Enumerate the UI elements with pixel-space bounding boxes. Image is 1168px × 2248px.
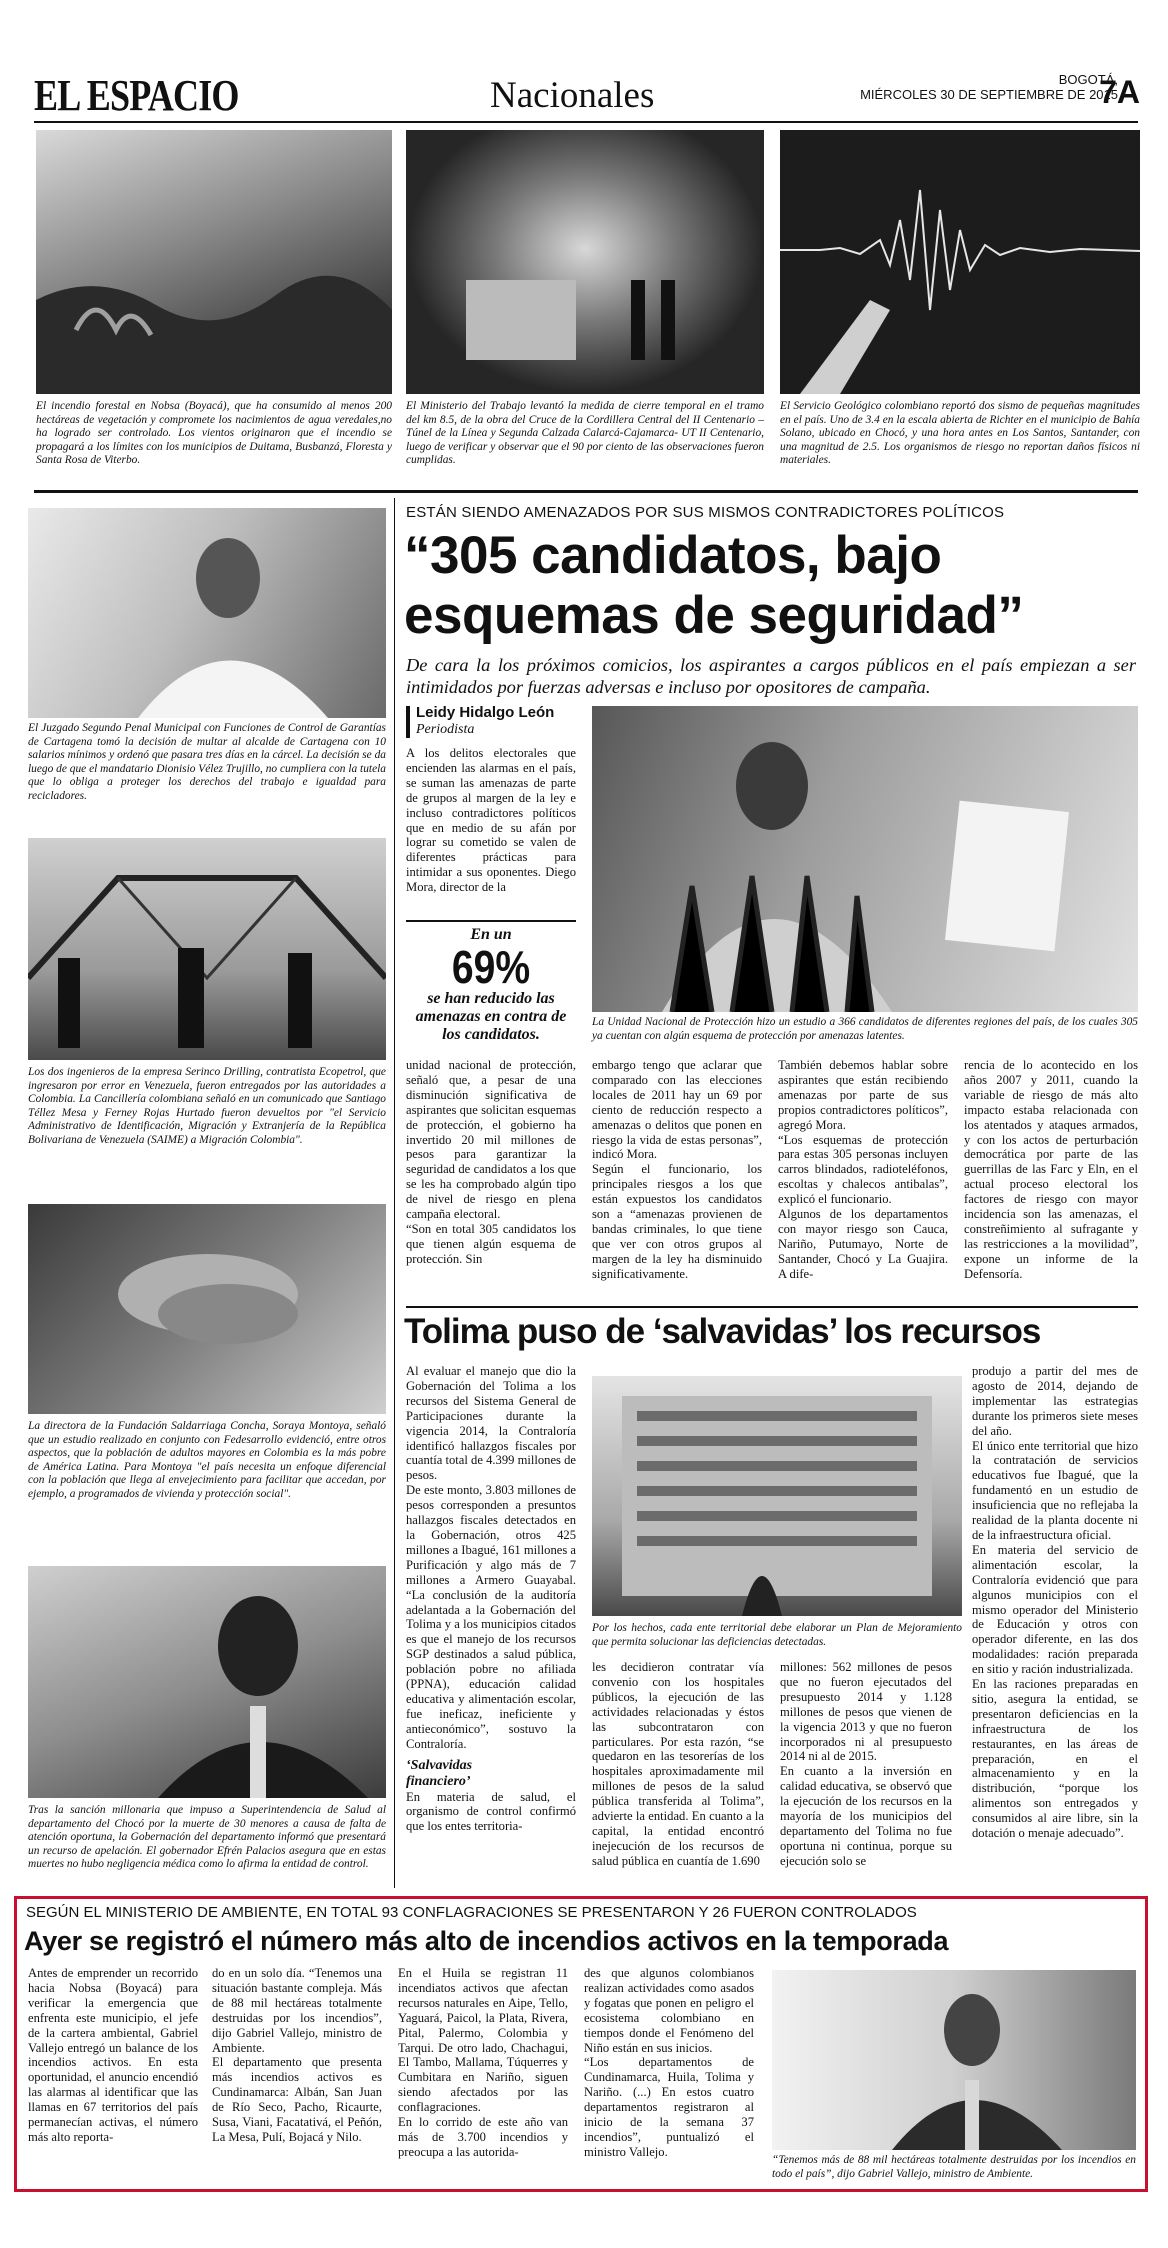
candidatos-col-2-p1: embargo tengo que aclarar que comparado con las elecciones locales de 2011 hay un 69 por ciento de reducción respecto a amenazas o delitos que ponen en riesgo la vida de estas personas”, indicó Mora. [592, 1058, 762, 1162]
pull-quote-number: 69% [451, 941, 531, 993]
candidatos-headline-line-2: esquemas de seguridad” [404, 586, 1024, 645]
tolima-col-4-p1: produjo a partir del mes de agosto de 2014, dejando de implementar las estrategias durante los primeros siete meses del año. [972, 1364, 1138, 1438]
incendios-col-3-p1: En el Huila se registran 11 incendiatos activos que afectan recursos naturales en Aipe, Tello, Yaguará, Paicol, la Plata, Rivera, Pital, Palermo, Colombia y Tarqui. De otro lado, Chachagui, El Tambo, Mallama, Túquerres y Cumbitara en Nariño, siguen siendo afectados por las conflagraciones. [398, 1966, 568, 2115]
tolima-col-3 [780, 1660, 952, 1869]
tolima-col-4-p4: En las raciones preparadas en sitio, asegura la entidad, se presentaron deficiencias en la infraestructura de los restaurantes, en las áreas de preparación, en el almacenamiento y en la distribución, “porque los alimentos son entregados y consumidos al aire libre, sin la dotación o menaje adecuado”. [972, 1677, 1138, 1841]
section-title: Nacionales [490, 75, 655, 116]
candidatos-col-1: A los delitos electorales que encienden las alarmas en el país, se suman las amenazas de parte de grupos al margen de la ley e incluso contradictores políticos que en medio de su afán por lograr su cometido se valen de diferentes prácticas para intimidar a sus oponentes. Diego Mora, director de la [406, 746, 576, 895]
tolima-subhead [406, 1758, 576, 1790]
tolima-col-2: les decidieron contratar vía convenio con los hospitales públicos, la ejecución de las actividades relacionadas y éstos las subcontrataron con particulares. Por esta razón, “se quedaron en las tesorerías de los hospitales aproximadamente mil millones de pesos de la salud pública transferida al Tolima”, advierte la entidad. En cuanto a la capital, la entidad encontró inejecución de los recursos de salud pública en cuantía de 1.690 [592, 1660, 764, 1868]
tunnel-photo [406, 130, 764, 394]
pull-quote-text: se han reducido las amenazas en contra de los candidatos. [415, 990, 567, 1043]
minister-caption: “Tenemos más de 88 mil hectáreas totalmente destruidas por los incendios en todo el país”, dijo Gabriel Vallejo, ministro de Ambiente. [772, 2154, 1136, 2180]
tolima-col-1-p3: En materia de salud, el organismo de control confirmó que los entes territoria- [406, 1789, 576, 1834]
byline [416, 704, 586, 738]
tolima-headline: Tolima puso de ‘salvavidas’ los recursos [404, 1312, 1041, 1351]
masthead-rule [34, 121, 1138, 123]
tolima-col-3-p1: millones: 562 millones de pesos que no fueron ejecutados del presupuesto 2014 y 1.128 millones de pesos que vienen de la vigencia 2013 y que no fueron incorporados ni al presupuesto 2014 ni al de 2015. [780, 1660, 952, 1764]
pull-quote [406, 920, 576, 1044]
judge-photo [28, 508, 386, 718]
tolima-col-4-p3: En materia del servicio de alimentación escolar, la Contraloría evidenció que para algunos municipios con el mismo operador del Ministerio de Educación y otros con operador diferente, en las dos modalidades: ración preparada en sitio y ración industrializada. [972, 1542, 1138, 1677]
bridge-caption: Los dos ingenieros de la empresa Serinco Drilling, contratista Ecopetrol, que ingresaron por error en Venezuela, fueron entregados por las autoridades a Colombia. La Cancillería colombiana señaló en un comunicado que Santiago Téllez Mesa y Ferney Rojas Hurtado fueron devueltos por "el Servicio Administrativo de Identificación, Migración y Extranjería de la República Bolivariana de Venezuela (SAIME) a Migración Colombia". [28, 1066, 386, 1146]
fire-caption: El incendio forestal en Nobsa (Boyacá), que ha consumido al menos 200 hectáreas de vegetación y compromete los nacimientos de agua veredales,no ha logrado ser controlado. Los vientos originaron que el incendio se propagará a los límites con los municipios de Duitama, Busbanzá, Floresta y Santa Rosa de Viterbo. [36, 400, 392, 467]
author-name: Leidy Hidalgo León [416, 704, 555, 721]
tolima-col-1-p1: Al evaluar el manejo que dio la Gobernación del Tolima a los recursos del Sistema General de Participaciones durante la vigencia 2014, la Contraloría identificó hallazgos fiscales por cuantía total de 4.399 millones de pesos. [406, 1364, 576, 1483]
date-block [798, 72, 1118, 102]
pull-quote-intro: En un [470, 926, 512, 943]
candidatos-headline [404, 526, 1140, 646]
official-photo [28, 1566, 386, 1798]
tolima-col-4 [972, 1364, 1138, 1841]
candidatos-headline-line-1: “305 candidatos, bajo [404, 526, 942, 585]
judge-caption: El Juzgado Segundo Penal Municipal con Funciones de Control de Garantías de Cartagena tomó la decisión de multar al alcalde de Cartagena con 10 salarios mínimos y ordenó que pasara tres días en la cárcel. La decisión se da luego de que el mandatario Dionisio Vélez Trujillo, no cumpliera con la tutela que lo obliga a proteger los derechos del trabajo e igualdad para recicladores. [28, 722, 386, 802]
hands-caption: La directora de la Fundación Saldarriaga Concha, Soraya Montoya, señaló que un estudio realizado en conjunto con Fedesarrollo evidenció, entre otros aspectos, que la población de adultos mayores en Colombia es la más pobre de América Latina. Para Montoya "el país necesita un enfoque diferencial con la población que llega al envejecimiento para facilitar que accedan, por ejemplo, a programados de vivienda y protección social". [28, 1420, 386, 1500]
minister-photo [772, 1970, 1136, 2150]
candidatos-col-3-p1: También debemos hablar sobre aspirantes que están recibiendo amenazas por parte de sus propios contradictores políticos”, agregó Mora. [778, 1058, 948, 1132]
candidatos-kicker: ESTÁN SIENDO AMENAZADOS POR SUS MISMOS CONTRADICTORES POLÍTICOS [406, 504, 1005, 521]
incendios-col-4 [584, 1966, 754, 2160]
candidatos-col-1b-p2: “Son en total 305 candidatos los que tienen algún esquema de protección. Sin [406, 1221, 576, 1266]
incendios-col-4-p1: des que algunos colombianos realizan actividades como asados y fogatas que ponen en peligro el ecosistema colombiano en tiempos donde el Fenómeno del Niño están en sus inicios. [584, 1966, 754, 2055]
candidatos-col-1b [406, 1058, 576, 1267]
government-building-caption: Por los hechos, cada ente territorial debe elaborar un Plan de Mejoramiento que permita solucionar las deficiencias detectadas. [592, 1622, 962, 1648]
incendios-col-1: Antes de emprender un recorrido hacia Nobsa (Boyacá) para verificar la emergencia que enfrenta este municipio, el jefe de la cartera ambiental, Gabriel Vallejo entregó un balance de los incendios activos. En esta oportunidad, el anuncio encendió las alarmas al identificar que las llamas en 67 territorios del país permanecían activas, el número más alto reporta- [28, 1966, 198, 2144]
date-label: MIÉRCOLES 30 DE SEPTIEMBRE DE 2015 [860, 87, 1118, 102]
masthead [28, 66, 1140, 120]
tunnel-caption: El Ministerio del Trabajo levantó la medida de cierre temporal en el tramo del km 8.5, de la obra del Cruce de la Cordillera Central del II Centenario –Túnel de la Línea y Segunda Calzada Calarcá-Cajamarca- UT II Centenario, luego de verificar y observar que el 90 por ciento de las observaciones fueron cumplidas. [406, 400, 764, 467]
candidatos-col-1b-p1: unidad nacional de protección, señaló que, a pesar de una disminución significativa de aspirantes que solicitan esquemas de protección, el gobierno ha invertido 20 mil millones de pesos para garantizar la seguridad de candidatos a los que se les ha comprobado algún tipo de nivel de riesgo en plena campaña electoral. [406, 1058, 576, 1222]
candidatos-col-3 [778, 1058, 948, 1282]
candidatos-col-4: rencia de lo acontecido en los años 2007 y 2011, cuando la variable de riesgo de más alto impacto estaba relacionada con los atentados y ataques armados, y con los actos de perturbación democrática por parte de las guerrillas de las Farc y Eln, en el actual proceso electoral los factores de riesgo con mayor incidencia son las amenazas, el constreñimiento al sufragante y las restricciones a la movilidad”, expone un informe de la Defensoría. [964, 1058, 1138, 1281]
top-row-rule [34, 490, 1138, 493]
candidatos-col-3-p3: Algunos de los departamentos con mayor riesgo son Cauca, Nariño, Putumayo, Norte de Santander, Chocó y La Guajira. A dife- [778, 1207, 948, 1281]
official-caption: Tras la sanción millonaria que impuso a Superintendencia de Salud al departamento del Chocó por la muerte de 30 menores a causa de falta de atención oportuna, la Gobernación del departamento informó que presentará un recurso de apelación. El gobernador Efrén Palacios asegura que en estas muertes no hubo negligencia médica como lo afirma la entidad de control. [28, 1804, 386, 1871]
tolima-col-4-p2: El único ente territorial que hizo la contratación de servicios educativos fue Ibagué, que la fundamentó en un estudio de insuficiencia que no reflejaba la realidad de la planta docente ni de la infraestructura oficial. [972, 1438, 1138, 1542]
tolima-col-1-p2: De este monto, 3.803 millones de pesos corresponden a presuntos hallazgos fiscales detectados en la Gobernación, otros 425 millones a Ibagué, 161 millones a Purificación y algo más de 7 millones a Armero Guayabal. “La conclusión de la auditoría adelantada a la Gobernación del Tolima y a los municipios citados es que el manejo de los recursos SGP destinados a salud pública, población pobre no afiliada (PPNA), educación calidad educativa y alimentación escolar, fue ineficaz, ineficiente y antieconómico”, sostuvo la Contraloría. [406, 1483, 576, 1751]
tolima-subhead-line-1: ‘Salvavidas [406, 1757, 473, 1773]
incendios-col-2-p1: do en un solo día. “Tenemos una situación bastante compleja. Más de 88 mil hectáreas totalmente destruidas por los incendios”, dijo Gabriel Vallejo, ministro de Ambiente. [212, 1966, 382, 2055]
candidatos-col-3-p2: “Los esquemas de protección para estas 305 personas incluyen carros blindados, radioteléfonos, escoltas y chalecos antibalas”, explicó el funcionario. [778, 1132, 948, 1207]
incendios-col-3-p2: En lo corrido de este año van más de 3.700 incendios y preocupa a las autorida- [398, 2115, 568, 2159]
candidatos-col-2-p2: Según el funcionario, los principales riesgos a los que están expuestos los candidatos son a “amenazas provienen de bandas criminales, lo que tiene que ver con otros grupos al margen de la ley ha disminuido significativamente. [592, 1162, 762, 1281]
candidatos-end-rule [406, 1306, 1138, 1308]
left-column-divider [394, 498, 395, 1888]
incendios-kicker: SEGÚN EL MINISTERIO DE AMBIENTE, EN TOTAL 93 CONFLAGRACIONES SE PRESENTARON Y 26 FUERON CONTROLADOS [26, 1904, 917, 1921]
protection-caption: La Unidad Nacional de Protección hizo un estudio a 366 candidatos de diferentes regiones del país, de los cuales 305 ya cuentan con algún esquema de protección por amenazas latentes. [592, 1016, 1138, 1042]
fire-photo [36, 130, 392, 394]
incendios-headline: Ayer se registró el número más alto de incendios activos en la temporada [24, 1926, 949, 1956]
candidatos-deck: De cara la los próximos comicios, los aspirantes a cargos públicos en el país empiezan a ser intimidados por fuerzas adversas e incluso por opositores de campaña. [406, 655, 1136, 697]
incendios-col-4-p2: “Los departamentos de Cundinamarca, Huila, Tolima y Nariño. (...) En estos cuatro departamentos registraron al inicio de la semana 37 incendios”, puntualizó el ministro Vallejo. [584, 2055, 754, 2159]
hands-photo [28, 1204, 386, 1414]
city-label: BOGOTÁ, [1058, 72, 1118, 87]
tolima-col-3-p2: En cuanto a la inversión en calidad educativa, se observó que la ejecución de los recursos en la mayoría de los municipios del departamento del Tolima no fue oportuna ni continua, porque su ejecución solo se [780, 1764, 952, 1868]
protection-photo [592, 706, 1138, 1012]
tolima-col-1 [406, 1364, 576, 1834]
newspaper-logo: EL ESPACIO [34, 71, 239, 120]
page-number: 7A [1099, 74, 1140, 110]
tolima-subhead-line-2: financiero’ [406, 1773, 471, 1789]
seismograph-photo [780, 130, 1140, 394]
incendios-col-2-p2: El departamento que presenta más incendios activos es Cundinamarca: Albán, San Juan de Río Seco, Pacho, Ricaurte, Susa, Viani, Facatativá, el Peñón, La Mesa, Pulí, Bojacá y Nilo. [212, 2055, 382, 2144]
author-role: Periodista [416, 722, 475, 737]
seismo-caption: El Servicio Geológico colombiano reportó dos sismo de pequeñas magnitudes en el país. Uno de 3.4 en la escala abierta de Richter en el municipio de Bahía Solano, ubicado en Chocó, y una hora antes en Los Santos, Santander, con una magnitud de 2.5. Los organismos de riesgo no reportan daños físicos ni materiales. [780, 400, 1140, 467]
government-building-photo [592, 1376, 962, 1616]
incendios-col-2 [212, 1966, 382, 2145]
bridge-photo [28, 838, 386, 1060]
byline-bar [406, 706, 410, 738]
candidatos-col-2 [592, 1058, 762, 1282]
incendios-col-3 [398, 1966, 568, 2160]
